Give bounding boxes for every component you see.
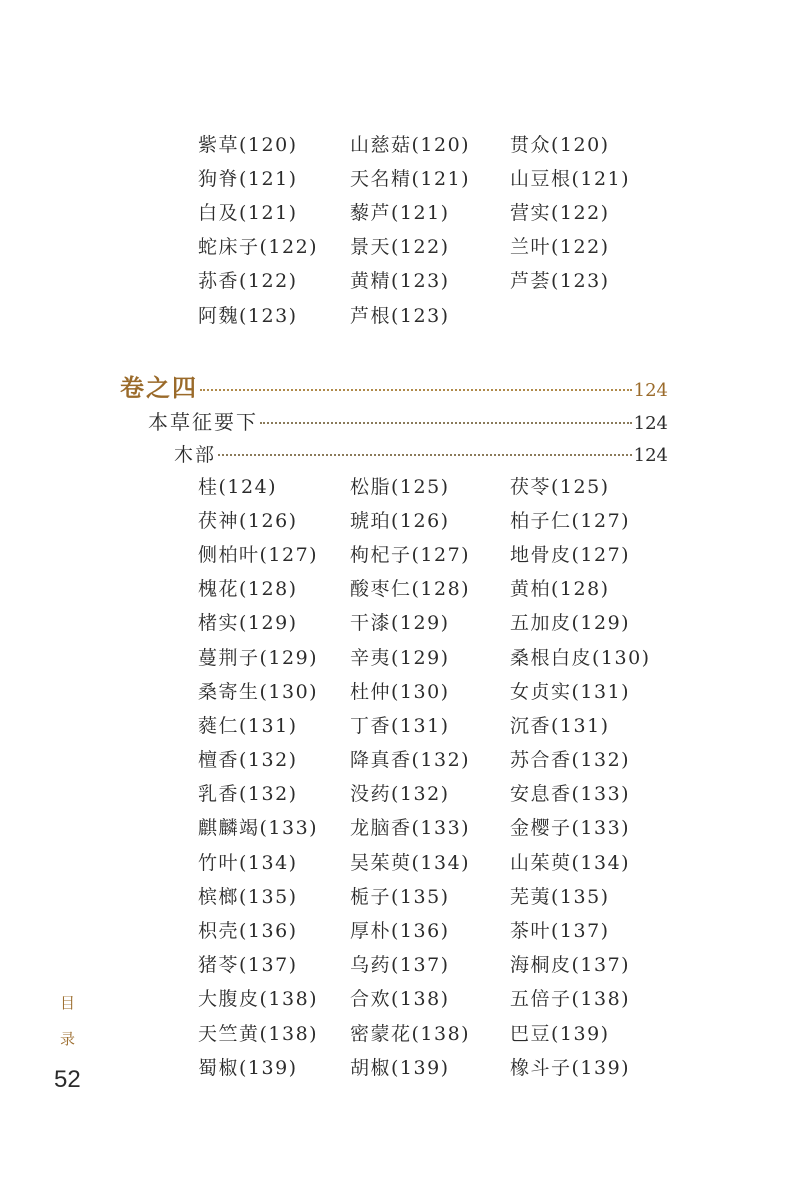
- entry: 狗脊(121): [198, 167, 298, 190]
- entry: 檀香(132): [198, 749, 298, 772]
- entry: 酸枣仁(128): [350, 578, 471, 601]
- entry: 山豆根(121): [510, 167, 631, 190]
- entry: 丁香(131): [350, 714, 450, 737]
- entry: 天名精(121): [350, 167, 471, 190]
- toc-section-heading: [148, 406, 668, 435]
- entry: 蜀椒(139): [198, 1056, 298, 1079]
- table-row: [198, 502, 718, 536]
- table-row: [198, 126, 718, 160]
- entry: 麒麟竭(133): [198, 817, 319, 840]
- table-row: [198, 810, 718, 844]
- entry: 营实(122): [510, 201, 610, 224]
- entry: 胡椒(139): [350, 1056, 450, 1079]
- page-number: 52: [54, 1066, 81, 1093]
- entry: 桑寄生(130): [198, 680, 319, 703]
- table-row: [198, 776, 718, 810]
- entry: 女贞实(131): [510, 680, 631, 703]
- entry: 柏子仁(127): [510, 509, 631, 532]
- entry: 松脂(125): [350, 475, 450, 498]
- table-row: [198, 1049, 718, 1083]
- entry: 荪香(122): [198, 270, 298, 293]
- entry: 龙脑香(133): [350, 817, 471, 840]
- entry: 海桐皮(137): [510, 954, 631, 977]
- entry: 猪苓(137): [198, 954, 298, 977]
- volume-page: 124: [633, 380, 668, 401]
- table-row: [198, 673, 718, 707]
- table-row: [198, 981, 718, 1015]
- entry: 密蒙花(138): [350, 1022, 471, 1045]
- table-row: [198, 229, 718, 263]
- table-row: [198, 160, 718, 194]
- table-row: [198, 742, 718, 776]
- entry: 黄柏(128): [510, 578, 610, 601]
- entry: 安息香(133): [510, 783, 631, 806]
- entry: 桑根白皮(130): [510, 646, 651, 669]
- entry: 紫草(120): [198, 133, 298, 156]
- leader-dots: [218, 454, 632, 456]
- leader-dots: [260, 422, 632, 424]
- entry-grid-top: [198, 126, 718, 331]
- entry: 大腹皮(138): [198, 988, 319, 1011]
- entry: 五加皮(129): [510, 612, 631, 635]
- entry: 没药(132): [350, 783, 450, 806]
- entry: 芦根(123): [350, 304, 450, 327]
- entry: 楮实(129): [198, 612, 298, 635]
- entry: 蛇床子(122): [198, 236, 319, 259]
- table-row: [198, 571, 718, 605]
- table-row: [198, 1015, 718, 1049]
- entry: 辛夷(129): [350, 646, 450, 669]
- section-page: 124: [633, 413, 668, 434]
- entry: 枳壳(136): [198, 920, 298, 943]
- entry: 景天(122): [350, 236, 450, 259]
- subsection-title: 木部: [174, 444, 217, 466]
- entry: 芦荟(123): [510, 270, 610, 293]
- entry: 蕤仁(131): [198, 714, 298, 737]
- subsection-page: 124: [633, 445, 668, 466]
- entry: 金樱子(133): [510, 817, 631, 840]
- entry: 贯众(120): [510, 133, 610, 156]
- table-row: [198, 912, 718, 946]
- table-row: [198, 639, 718, 673]
- entry: 乳香(132): [198, 783, 298, 806]
- entry: 干漆(129): [350, 612, 450, 635]
- toc-subsection-heading: [174, 440, 668, 467]
- entry: 天竺黄(138): [198, 1022, 319, 1045]
- entry: 白及(121): [198, 201, 298, 224]
- entry: 黄精(123): [350, 270, 450, 293]
- entry: 栀子(135): [350, 885, 450, 908]
- entry: 藜芦(121): [350, 201, 450, 224]
- entry: 蔓荆子(129): [198, 646, 319, 669]
- entry: 巴豆(139): [510, 1022, 610, 1045]
- table-row: [198, 707, 718, 741]
- entry: 合欢(138): [350, 988, 450, 1011]
- table-row: [198, 878, 718, 912]
- entry: 山茱萸(134): [510, 851, 631, 874]
- leader-dots: [200, 389, 632, 391]
- entry: 山慈菇(120): [350, 133, 471, 156]
- table-row: [198, 536, 718, 570]
- entry-grid-bottom: [198, 468, 718, 1083]
- entry: 地骨皮(127): [510, 543, 631, 566]
- entry: 茯神(126): [198, 509, 298, 532]
- entry: 槐花(128): [198, 578, 298, 601]
- section-title: 本草征要下: [148, 410, 258, 434]
- table-row: [198, 194, 718, 228]
- table-row: [198, 468, 718, 502]
- entry: 侧柏叶(127): [198, 543, 319, 566]
- entry: 槟榔(135): [198, 885, 298, 908]
- volume-title: 卷之四: [120, 373, 198, 402]
- entry: 厚朴(136): [350, 920, 450, 943]
- table-row: [198, 263, 718, 297]
- toc-volume-heading: [120, 368, 668, 403]
- table-row: [198, 947, 718, 981]
- entry: 五倍子(138): [510, 988, 631, 1011]
- side-label-lu: 录: [60, 1030, 76, 1048]
- entry: 降真香(132): [350, 749, 471, 772]
- entry: 茯苓(125): [510, 475, 610, 498]
- entry: 枸杞子(127): [350, 543, 471, 566]
- entry: 茶叶(137): [510, 920, 610, 943]
- table-row: [198, 605, 718, 639]
- entry: 兰叶(122): [510, 236, 610, 259]
- entry: 芜荑(135): [510, 885, 610, 908]
- entry: 阿魏(123): [198, 304, 298, 327]
- entry: 沉香(131): [510, 714, 610, 737]
- table-row: [198, 297, 718, 331]
- entry: 苏合香(132): [510, 749, 631, 772]
- entry: 橡斗子(139): [510, 1056, 631, 1079]
- entry: 竹叶(134): [198, 851, 298, 874]
- side-label-mu: 目: [60, 994, 76, 1012]
- table-row: [198, 844, 718, 878]
- entry: 琥珀(126): [350, 509, 450, 532]
- entry: 杜仲(130): [350, 680, 450, 703]
- entry: 吴茱萸(134): [350, 851, 471, 874]
- entry: 桂(124): [198, 475, 278, 498]
- entry: 乌药(137): [350, 954, 450, 977]
